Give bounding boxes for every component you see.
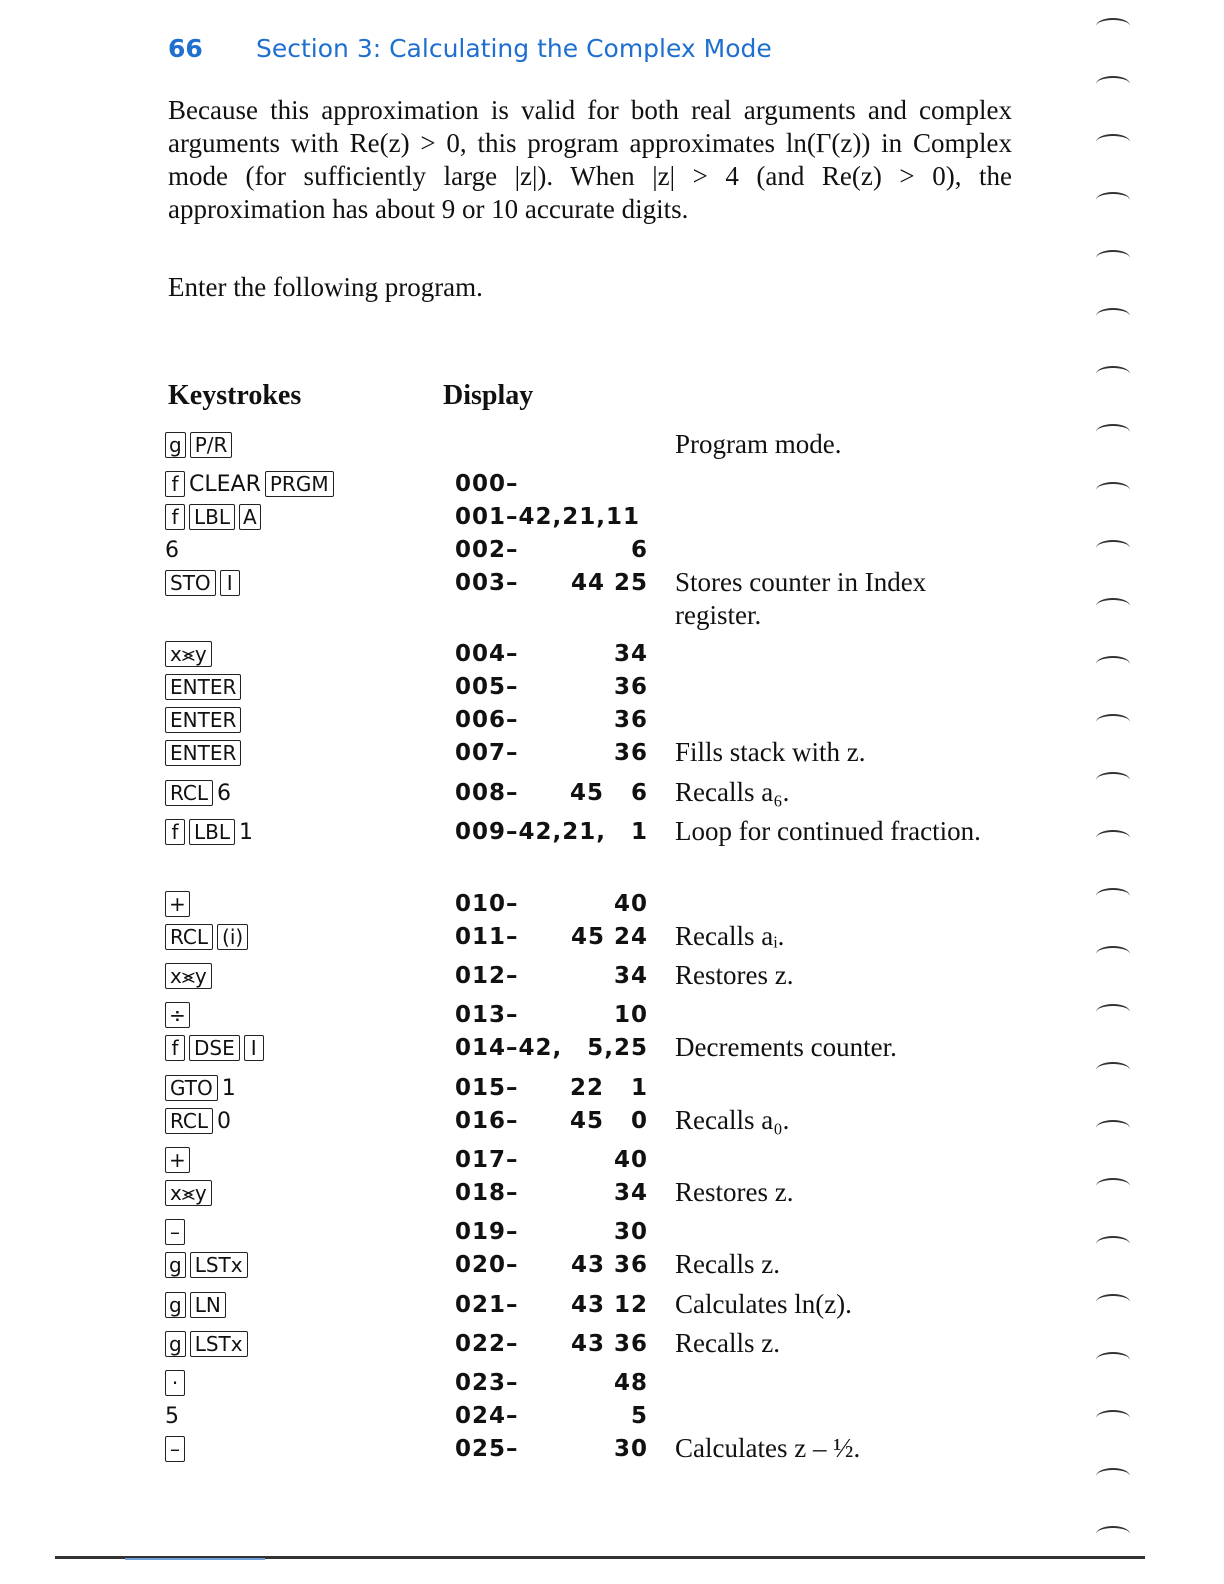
display-line-number: 013– [455,1002,519,1028]
calculator-key: f [165,471,185,497]
display-cell [455,467,648,501]
program-line [0,670,1224,704]
display-keycode: 43 36 [570,1331,648,1357]
step-comment: Decrements counter. [675,1032,897,1062]
keystrokes-cell [165,467,334,501]
display-cell [455,1215,648,1249]
calculator-key: – [165,1219,185,1245]
display-cell [455,637,648,671]
keystrokes-cell [165,1327,248,1361]
program-line [0,1071,1224,1105]
display-keycode: 5 [630,1403,648,1429]
binding-ring [1096,1120,1130,1136]
display-cell [455,887,648,921]
keystrokes-cell [165,1215,185,1249]
display-keycode: 45 6 [569,780,648,806]
display-cell [455,736,648,770]
calculator-key: STO [165,570,216,596]
display-line-number: 016– [455,1108,519,1134]
calculator-key: DSE [189,1035,240,1061]
calculator-key: f [165,1035,185,1061]
step-comment: Recalls z. [675,1328,780,1358]
calculator-key: LN [190,1292,226,1318]
keystroke-digit: 1 [221,1075,236,1101]
program-line [0,959,1224,993]
program-line [0,887,1224,921]
calculator-key: x⪤y [165,641,212,667]
keystrokes-column-header: Keystrokes [168,380,302,411]
display-line-number: 012– [455,963,519,989]
display-keycode: 5,25 [587,1035,648,1061]
display-cell [455,1031,648,1065]
binding-ring [1096,1294,1130,1310]
calculator-key: ENTER [165,707,241,733]
binding-ring [1096,1526,1130,1542]
calculator-key: f [165,504,185,530]
display-line-number: 001–42,21,11 [455,504,641,530]
calculator-key: g [165,1252,186,1278]
program-line [0,500,1224,534]
binding-ring [1096,540,1130,556]
display-cell [455,815,648,849]
binding-ring [1096,482,1130,498]
display-keycode: 36 [613,674,648,700]
keystroke-digit: 6 [217,780,232,806]
calculator-key: LBL [189,819,235,845]
display-keycode: 44 25 [570,570,648,596]
step-comment: Stores counter in Index register. [675,567,927,630]
keystrokes-cell [165,920,248,954]
keystrokes-cell [165,670,241,704]
display-keycode: 34 [613,1180,648,1206]
program-line [0,1104,1224,1138]
program-line [0,776,1224,810]
display-line-number: 014–42, [455,1035,563,1061]
binding-ring [1096,1236,1130,1252]
calculator-key: ENTER [165,674,241,700]
display-keycode: 43 36 [570,1252,648,1278]
display-line-number: 010– [455,891,519,917]
keystroke-digit: 1 [239,819,254,845]
display-keycode: 40 [613,1147,648,1173]
binding-ring [1096,598,1130,614]
keystrokes-cell [165,1031,264,1065]
step-comment: Fills stack with z. [675,737,866,767]
binding-ring [1096,888,1130,904]
display-line-number: 020– [455,1252,519,1278]
calculator-key: I [244,1035,264,1061]
program-line [0,428,1224,462]
display-line-number: 008– [455,780,519,806]
display-line-number: 003– [455,570,519,596]
step-comment: Calculates z – ½. [675,1433,861,1463]
calculator-key: P/R [190,432,233,458]
program-line [0,1031,1224,1065]
binding-ring [1096,714,1130,730]
keystrokes-cell [165,736,241,770]
keystrokes-cell [165,1366,185,1400]
calculator-key: I [220,570,240,596]
program-line [0,1432,1224,1466]
binding-ring [1096,134,1130,150]
program-line [0,1288,1224,1322]
display-cell [455,703,648,737]
calculator-key: RCL [165,780,213,806]
display-cell [455,1399,648,1433]
calculator-key: · [165,1370,185,1396]
display-keycode: 34 [613,963,648,989]
binding-ring [1096,772,1130,788]
keystrokes-cell [165,1176,212,1210]
keystrokes-cell [165,1399,179,1433]
display-cell [455,776,648,810]
display-line-number: 002– [455,537,519,563]
display-cell [455,670,648,704]
binding-ring [1096,366,1130,382]
display-keycode: 40 [613,891,648,917]
binding-ring [1096,830,1130,846]
display-line-number: 025– [455,1436,519,1462]
program-line [0,736,1224,770]
display-line-number: 015– [455,1075,519,1101]
calculator-key: LBL [189,504,235,530]
keystrokes-cell [165,1288,226,1322]
keystrokes-cell [165,1071,236,1105]
keystroke-digit: 0 [217,1108,232,1134]
keystroke-digit: 6 [165,537,179,563]
program-line [0,998,1224,1032]
binding-ring [1096,308,1130,324]
footer-rule-accent [125,1558,265,1560]
display-line-number: 007– [455,740,519,766]
step-comment: Recalls z. [675,1249,780,1279]
calculator-key: ÷ [165,1002,190,1028]
step-comment: Program mode. [675,429,842,459]
keystrokes-cell [165,637,212,671]
calculator-key: f [165,819,185,845]
calculator-key: A [239,504,261,530]
section-title: Section 3: Calculating the Complex Mode [256,34,772,63]
step-comment: Loop for continued fraction. [675,816,981,846]
program-line [0,1215,1224,1249]
keystrokes-cell [165,815,253,849]
binding-ring [1096,656,1130,672]
display-keycode: 10 [613,1002,648,1028]
keystroke-digit: 5 [165,1403,179,1429]
display-line-number: 018– [455,1180,519,1206]
binding-ring [1096,1178,1130,1194]
calculator-key: x⪤y [165,963,212,989]
calculator-key: – [165,1436,185,1462]
keystrokes-cell [165,998,190,1032]
display-cell [455,1366,648,1400]
program-line [0,533,1224,567]
display-cell [455,500,648,534]
program-line [0,467,1224,501]
calculator-key: x⪤y [165,1180,212,1206]
display-cell [455,1176,648,1210]
program-line [0,703,1224,737]
intro-instruction: Enter the following program. [168,272,483,302]
display-line-number: 024– [455,1403,519,1429]
program-line [0,1399,1224,1433]
display-cell [455,1071,648,1105]
calculator-key: g [165,432,186,458]
program-line [0,1327,1224,1361]
display-cell [455,1432,648,1466]
display-keycode: 22 1 [569,1075,648,1101]
program-line [0,920,1224,954]
keystrokes-cell [165,1104,231,1138]
display-keycode: 48 [613,1370,648,1396]
display-line-number: 011– [455,924,519,950]
calculator-key: RCL [165,1108,213,1134]
display-keycode: 6 [630,537,648,563]
display-cell [455,959,648,993]
display-keycode: 45 0 [569,1108,648,1134]
step-comment: Calculates ln(z). [675,1289,852,1319]
keystrokes-cell [165,1432,185,1466]
display-keycode: 36 [613,707,648,733]
display-cell [455,428,648,462]
display-keycode: 34 [613,641,648,667]
display-line-number: 005– [455,674,519,700]
calculator-key: + [165,891,190,917]
calculator-key: (i) [217,924,248,950]
binding-ring [1096,1410,1130,1426]
program-line [0,815,1224,849]
display-line-number: 021– [455,1292,519,1318]
display-keycode: 45 24 [570,924,648,950]
step-comment: Restores z. [675,1177,794,1207]
display-cell [455,1327,648,1361]
step-comment: Recalls a₆. [675,777,790,807]
display-keycode: 43 12 [570,1292,648,1318]
keystrokes-cell [165,703,241,737]
calculator-key: PRGM [265,471,334,497]
page-number: 66 [168,34,203,63]
program-line [0,566,1224,630]
step-comment: Recalls a₀. [675,1105,790,1135]
binding-ring [1096,946,1130,962]
display-cell [455,998,648,1032]
keystrokes-cell [165,500,261,534]
calculator-key: g [165,1331,186,1357]
calculator-key: ENTER [165,740,241,766]
program-line [0,1176,1224,1210]
display-cell [455,920,648,954]
display-line-number: 023– [455,1370,519,1396]
display-line-number: 004– [455,641,519,667]
display-cell [455,1248,648,1282]
binding-ring [1096,76,1130,92]
display-cell [455,566,648,600]
display-keycode: 36 [613,740,648,766]
keystrokes-cell [165,1143,190,1177]
binding-ring [1096,192,1130,208]
binding-ring [1096,18,1130,34]
step-comment: Recalls aᵢ. [675,921,785,951]
step-comment: Restores z. [675,960,794,990]
calculator-key: LSTx [190,1252,248,1278]
display-cell [455,533,648,567]
display-line-number: 017– [455,1147,519,1173]
binding-ring [1096,1352,1130,1368]
calculator-key: + [165,1147,190,1173]
keystrokes-cell [165,887,190,921]
display-line-number: 009–42,21, [455,819,606,845]
binding-ring [1096,1062,1130,1078]
program-line [0,637,1224,671]
keystrokes-cell [165,959,212,993]
keystroke-text: CLEAR [189,471,261,497]
calculator-key: RCL [165,924,213,950]
intro-paragraph: Because this approximation is valid for both real arguments and complex arguments with Re(z) > 0, this program approximates ln(Γ(z)) in Complex mode (for sufficiently large |z|). When |z| > 4 (and Re(z) > 0), the approximation has about 9 or 10 accurate digits. [168,95,1012,224]
binding-ring [1096,1004,1130,1020]
calculator-key: GTO [165,1075,218,1101]
program-line [0,1143,1224,1177]
display-cell [455,1288,648,1322]
display-line-number: 006– [455,707,519,733]
program-line [0,1366,1224,1400]
display-cell [455,1143,648,1177]
calculator-key: g [165,1292,186,1318]
display-column-header: Display [443,380,534,411]
calculator-key: LSTx [190,1331,248,1357]
keystrokes-cell [165,566,240,600]
display-keycode: 1 [630,819,648,845]
display-keycode: 30 [613,1436,648,1462]
keystrokes-cell [165,533,179,567]
display-line-number: 022– [455,1331,519,1357]
binding-ring [1096,424,1130,440]
binding-ring [1096,1468,1130,1484]
keystrokes-cell [165,776,231,810]
keystrokes-cell [165,428,232,462]
keystrokes-cell [165,1248,248,1282]
display-keycode: 30 [613,1219,648,1245]
program-line [0,1248,1224,1282]
binding-ring [1096,250,1130,266]
display-line-number: 019– [455,1219,519,1245]
display-line-number: 000– [455,471,519,497]
display-cell [455,1104,648,1138]
